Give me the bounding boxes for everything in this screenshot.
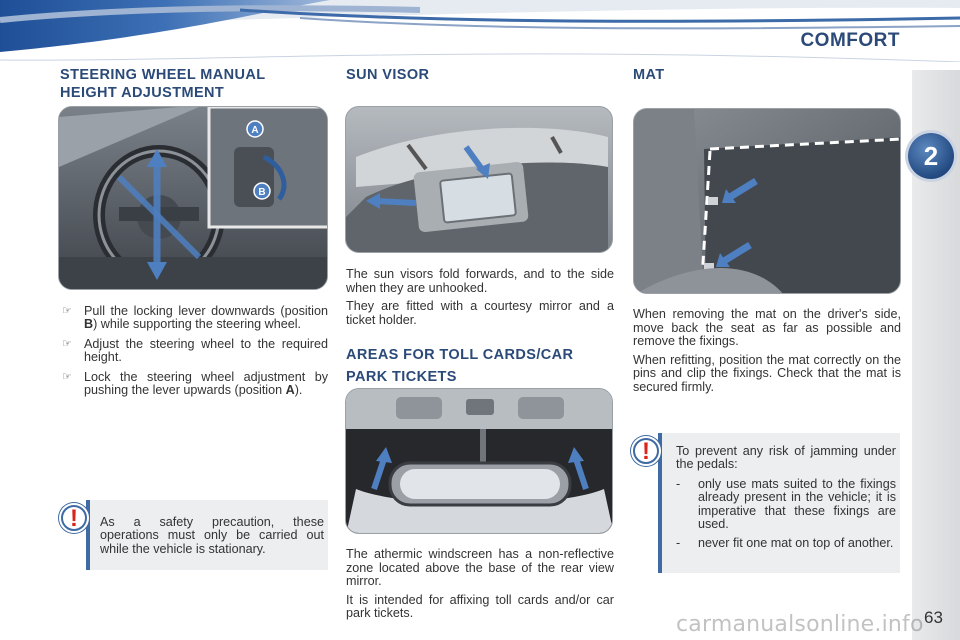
sun-visor-text [346, 268, 614, 332]
hand-pointer-icon: ☞ [62, 370, 72, 383]
mat-paragraph-1: When removing the mat on the driver's side, move back the seat as far as possible and remove the fixings. [633, 307, 901, 349]
steering-illustration-graphic [59, 107, 328, 290]
sun-visor-heading: SUN VISOR [346, 67, 430, 83]
steering-heading-line2: HEIGHT ADJUSTMENT [60, 85, 225, 101]
label-a: A [251, 125, 259, 136]
toll-cards-heading-line2: PARK TICKETS [346, 369, 457, 385]
toll-card-area-illustration [345, 388, 613, 534]
label-b: B [258, 187, 266, 198]
mat-warning-item-1: - only use mats suited to the fixings already present in the vehicle; it is imperative that these fixings are used. [676, 476, 896, 532]
sun-visor-graphic [346, 107, 613, 253]
steering-heading-line1: STEERING WHEEL MANUAL [60, 67, 266, 83]
mat-paragraph-2: When refitting, position the mat correctly on the pins and clip the fixings. Check that the mat is secured firmly. [633, 352, 901, 394]
mat-illustration [633, 108, 901, 294]
mat-heading: MAT [633, 67, 665, 83]
steering-bullet-1: ☞ Pull the locking lever downwards (position B) while supporting the steering wheel. [62, 304, 328, 332]
steering-wheel-illustration [58, 106, 328, 290]
mat-warning-box [658, 433, 900, 573]
sun-visor-paragraph-2: They are fitted with a courtesy mirror and a ticket holder. [346, 299, 614, 327]
windscreen-mirror-graphic [346, 389, 613, 534]
steering-instructions [60, 305, 328, 403]
toll-cards-paragraph-2: It is intended for affixing toll cards and/or car park tickets. [346, 592, 614, 621]
watermark: carmanualsonline.info [676, 612, 924, 637]
steering-bullet-3: ☞ Lock the steering wheel adjustment by pushing the lever upwards (position A). [62, 369, 328, 398]
sun-visor-illustration [345, 106, 613, 253]
hand-pointer-icon: ☞ [62, 305, 72, 317]
steering-heading [60, 66, 266, 102]
mat-text [633, 308, 901, 400]
steering-bullet-2: ☞ Adjust the steering wheel to the required height. [62, 336, 328, 365]
warning-icon: ! [59, 503, 89, 533]
sun-visor-paragraph-1: The sun visors fold forwards, and to the side when they are unhooked. [346, 267, 614, 295]
toll-cards-heading-line1: AREAS FOR TOLL CARDS/CAR [346, 347, 574, 363]
steering-warning-text: As a safety precaution, these operations must only be carried out while the vehicle is stationary. [100, 515, 324, 556]
steering-warning-box [86, 500, 328, 570]
toll-cards-text [346, 548, 614, 626]
chapter-badge: 2 [908, 133, 954, 179]
page-title: COMFORT [800, 30, 900, 51]
page-number: 63 [924, 608, 943, 627]
hand-pointer-icon: ☞ [62, 337, 72, 350]
header-band [0, 0, 960, 62]
mat-warning-item-2: - never fit one mat on top of another. [676, 536, 894, 551]
mat-warning-intro: To prevent any risk of jamming under the pedals: [676, 444, 896, 472]
mat-warning-text [676, 445, 896, 551]
floor-mat-graphic [634, 109, 901, 294]
warning-icon: ! [631, 436, 661, 466]
toll-cards-paragraph-1: The athermic windscreen has a non-reflective zone located above the base of the rear view mirror. [346, 547, 614, 589]
toll-cards-heading [346, 344, 573, 388]
